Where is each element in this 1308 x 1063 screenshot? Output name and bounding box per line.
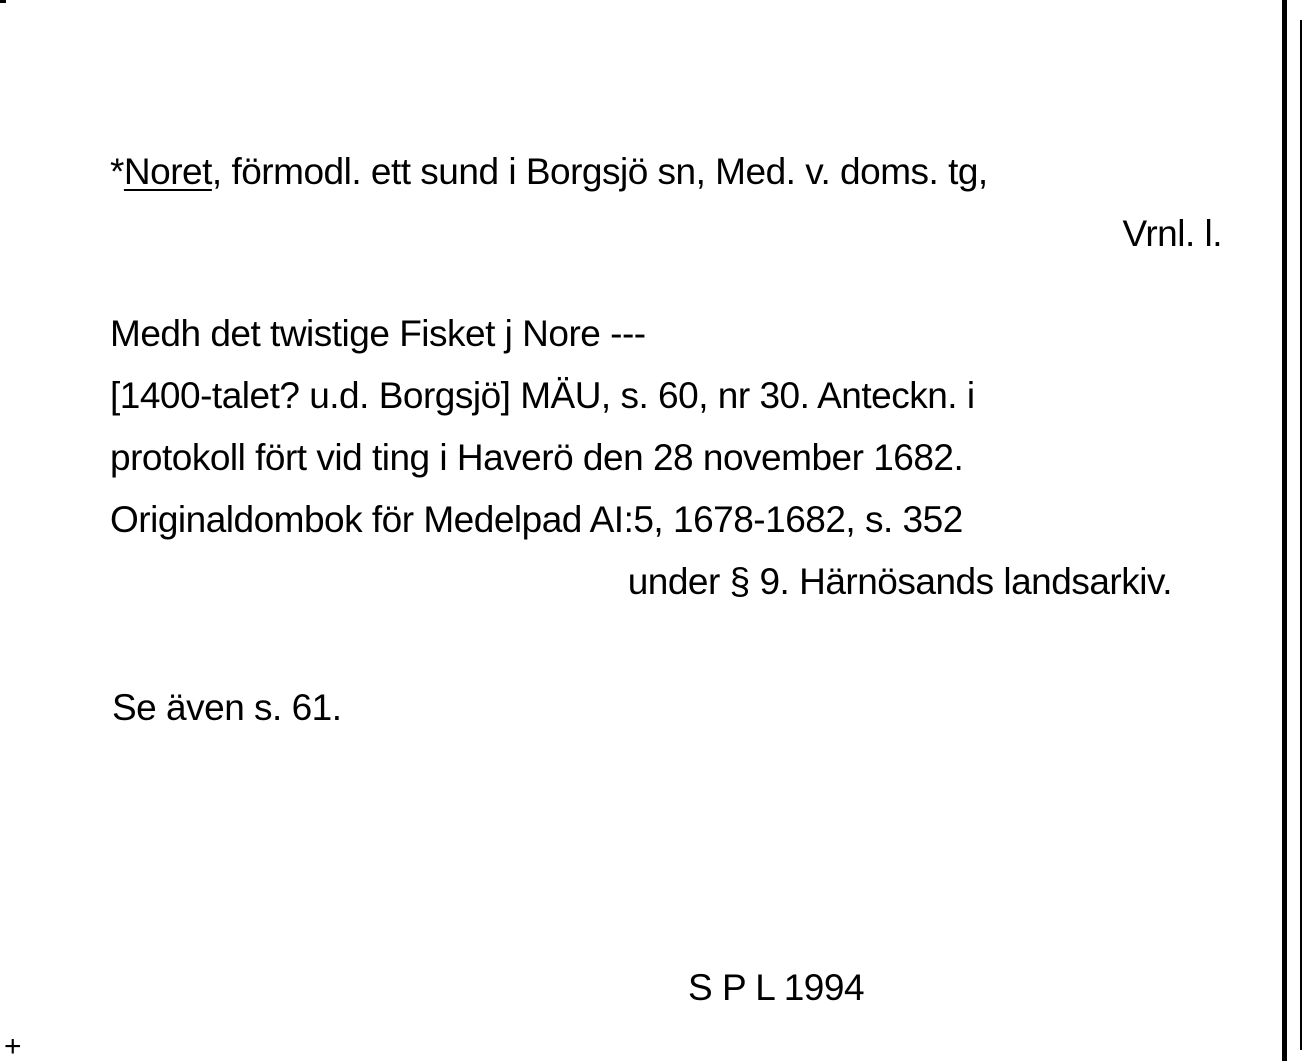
citation-source-line-1: [1400-talet? u.d. Borgsjö] MÄU, s. 60, nr 30. Anteckn. i: [110, 375, 975, 416]
citation-source-line-4: under § 9. Härnösands landsarkiv.: [627, 561, 1172, 602]
corner-mark: [0, 0, 6, 3]
entry-headword: Noret: [123, 151, 212, 192]
citation-source-line-2: protokoll fört vid ting i Haverö den 28 november 1682.: [110, 437, 964, 478]
card-right-border: [1282, 0, 1287, 1061]
entry-asterisk: *: [110, 151, 124, 192]
see-also: Se även s. 61.: [112, 687, 342, 728]
entry-definition: , förmodl. ett sund i Borgsjö sn, Med. v. doms. tg,: [211, 151, 988, 192]
citation-quote: Medh det twistige Fisket j Nore ---: [110, 313, 646, 354]
entry-abbrev: Vrnl. l.: [1122, 213, 1222, 254]
footer-signature: S P L 1994: [688, 967, 865, 1008]
corner-plus-mark: +: [4, 1030, 22, 1063]
card-edge-line: [1300, 20, 1302, 1050]
citation-source-line-3: Originaldombok för Medelpad AI:5, 1678-1682, s. 352: [110, 499, 963, 540]
entry-heading-line: [110, 150, 988, 194]
